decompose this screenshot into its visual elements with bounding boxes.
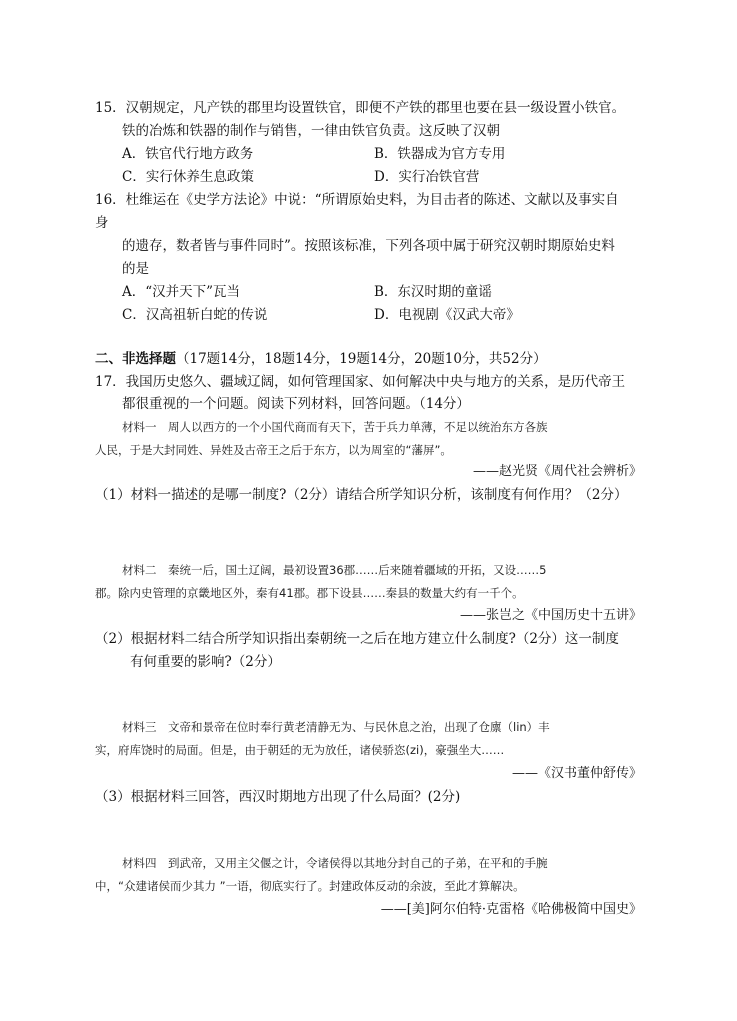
material1-line2: 人民，于是大封同姓、异姓及古帝王之后于东方，以为周室的“藩屏”。 [95, 443, 452, 457]
material3-source: ——《汉书董仲舒传》 [511, 766, 642, 781]
q15-stem-line2: 铁的冶炼和铁器的制作与销售，一律由铁官负责。这反映了汉朝 [122, 123, 500, 139]
section2-note: （17题14分，18题14分，19题14分，20题10分，共52分） [176, 351, 547, 367]
subquestion2-line1: （2）根据材料二结合所学知识指出秦朝统一之后在地方建立什么制度?（2分）这一制度 [95, 631, 619, 647]
q15-stem-line1: 15．汉朝规定，凡产铁的郡里均设置铁官，即便不产铁的郡里也要在县一级设置小铁官。 [95, 100, 626, 116]
material3-line2: 实，府库饶时的局面。但是，由于朝廷的无为放任，诸侯骄恣(zi)，豪强坐大…… [95, 743, 505, 757]
section2-title: 二、非选择题 [95, 351, 176, 367]
q15-option-a: A．铁官代行地方政务 [122, 146, 254, 162]
material1-source: ——赵光贤《周代社会辨析》 [472, 464, 642, 479]
q16-stem-line1: 16．杜维运在《史学方法论》中说：“所谓原始史料，为目击者的陈述、文献以及事实自 [95, 192, 619, 208]
material3-line1: 材料三 文帝和景帝在位时奉行黄老清静无为、与民休息之治，出现了仓廪（lin）丰 [122, 720, 550, 734]
material2-line2: 郡。除内史管理的京畿地区外，秦有41郡。郡下设县……秦县的数量大约有一千个。 [95, 586, 524, 600]
q16-option-d: D．电视剧《汉武大帝》 [374, 307, 520, 323]
q16-option-c: C．汉高祖斩白蛇的传说 [122, 307, 268, 323]
q16-option-a: A．“汉并天下”瓦当 [122, 284, 241, 300]
q15-option-c: C．实行休养生息政策 [122, 169, 254, 185]
q15-option-d: D．实行冶铁官营 [374, 169, 480, 185]
material2-line1: 材料二 秦统一后，国土辽阔，最初设置36郡……后来随着疆域的开拓，又设……5 [122, 563, 547, 577]
q17-stem-line1: 17．我国历史悠久、疆域辽阔，如何管理国家、如何解决中央与地方的关系，是历代帝王 [95, 374, 626, 390]
material4-line1: 材料四 到武帝，又用主父偃之计，令诸侯得以其地分封自己的子弟，在平和的手腕 [122, 856, 548, 870]
subquestion3: （3）根据材料三回答，西汉时期地方出现了什么局面？(2分) [95, 789, 461, 805]
material1-line1: 材料一 周人以西方的一个小国代商而有天下，苦于兵力单薄，不足以统治东方各族 [122, 420, 548, 434]
q15-option-b: B．铁器成为官方专用 [374, 146, 506, 162]
section2-heading [95, 349, 547, 369]
q16-stem-line2: 的遗存，数者皆与事件同时”。按照该标准，下列各项中属于研究汉朝时期原始史料 [122, 238, 615, 254]
subquestion2-line2: 有何重要的影响?（2分） [130, 654, 281, 670]
material2-source: ——张岂之《中国历史十五讲》 [459, 608, 642, 623]
material4-line2: 中，“众建诸侯而少其力 ”一语，彻底实行了。封建政体反动的余波，至此才算解决。 [95, 879, 525, 893]
q17-stem-line2: 都很重视的一个问题。阅读下列材料，回答问题。（14分） [122, 396, 470, 412]
subquestion1: （1）材料一描述的是哪一制度?（2分）请结合所学知识分析，该制度有何作用？（2分） [95, 487, 628, 503]
q16-option-b: B．东汉时期的童谣 [374, 284, 492, 300]
q16-stem-line3: 的是 [122, 261, 149, 277]
q16-stem-line1b: 身 [95, 215, 109, 231]
material4-source: ——[美]阿尔伯特·克雷格《哈佛极简中国史》 [380, 902, 642, 917]
